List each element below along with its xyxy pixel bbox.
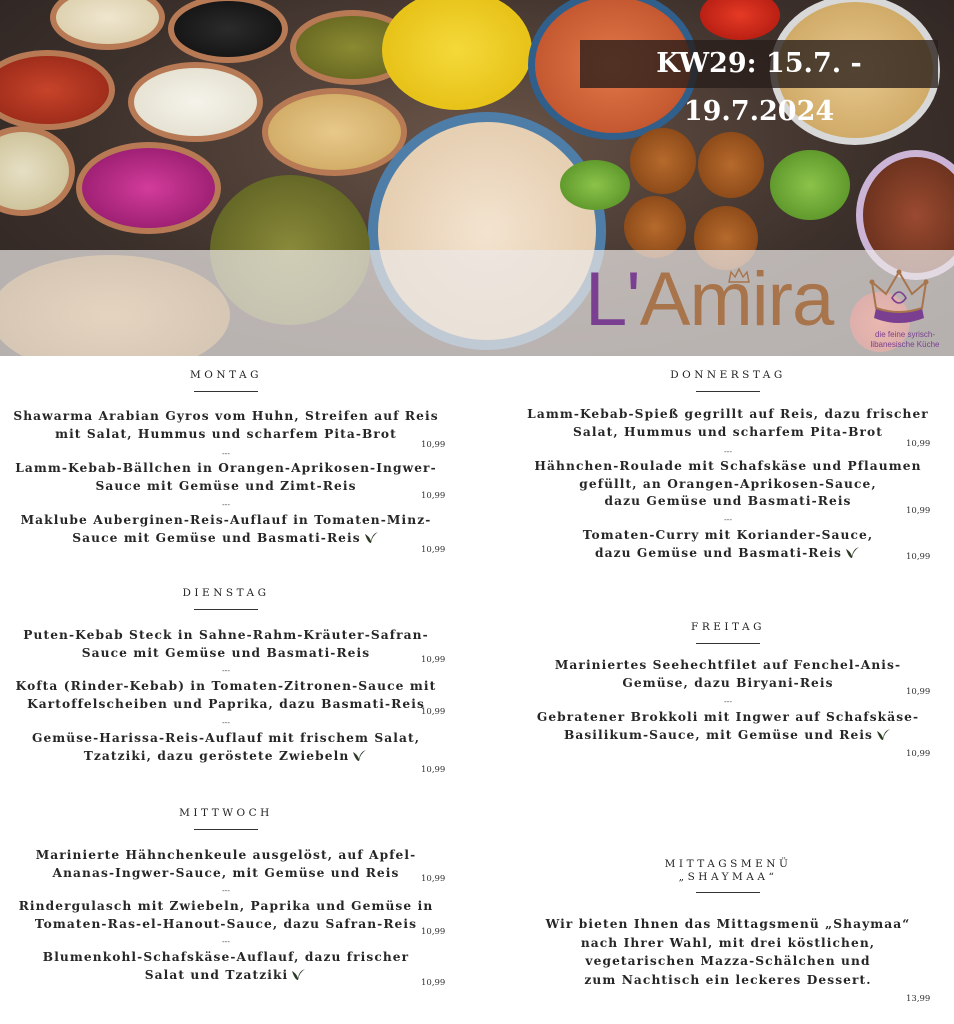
week-label: KW29: 15.7. - 19.7.2024	[580, 40, 938, 88]
dish-line: Puten-Kebab Steck in Sahne-Rahm-Kräuter-Safran-	[23, 628, 429, 642]
bowl-image	[50, 0, 165, 50]
vegetarian-leaf-icon	[875, 728, 892, 741]
falafel-image	[630, 128, 696, 194]
dish-line: Salat, Hummus und scharfem Pita-Brot	[572, 424, 884, 439]
dish-item	[10, 730, 442, 765]
dish-price: 10,99	[906, 506, 931, 516]
dish-line: Ananas-Ingwer-Sauce, mit Gemüse und Reis	[52, 865, 400, 880]
dish-price: 10,99	[421, 491, 446, 501]
divider	[194, 829, 258, 830]
dish-price: 10,99	[421, 545, 446, 555]
dish-line: gefüllt, an Orangen-Aprikosen-Sauce,	[579, 476, 877, 491]
dish-line: Marinierte Hähnchenkeule ausgelöst, auf Apfel-	[35, 848, 417, 862]
separator: ---	[723, 697, 733, 706]
dish-line: Tzatziki, dazu geröstete Zwiebeln	[83, 748, 350, 763]
dish-line: Basilikum-Sauce, mit Gemüse und Reis	[563, 727, 874, 742]
dish-price: 10,99	[421, 874, 446, 884]
day-heading-donnerstag	[628, 369, 828, 392]
dish-line: Kartoffelscheiben und Paprika, dazu Basmati-Reis	[27, 696, 425, 711]
dish-item	[510, 527, 946, 562]
day-title: MONTAG	[190, 369, 262, 381]
dish-price: 10,99	[421, 707, 446, 717]
dish-price: 10,99	[421, 765, 446, 775]
vegetarian-leaf-icon	[844, 546, 861, 559]
day-heading-freitag	[628, 621, 828, 644]
dish-item	[510, 406, 946, 441]
separator: ---	[723, 447, 733, 456]
dish-price: 10,99	[421, 978, 446, 988]
dish-line: Mariniertes Seehechtfilet auf Fenchel-Anis-	[554, 658, 902, 672]
separator: ---	[221, 449, 231, 458]
dish-item	[10, 949, 442, 984]
logo-text-amira: Amira	[639, 257, 834, 342]
special-line: zum Nachtisch ein leckeres Dessert.	[584, 972, 872, 987]
dish-price: 10,99	[421, 655, 446, 665]
separator: ---	[221, 718, 231, 727]
special-price: 13,99	[906, 994, 931, 1004]
dish-line: Tomaten-Ras-el-Hanout-Sauce, dazu Safran-Reis	[34, 916, 418, 931]
dish-line: Gemüse, dazu Biryani-Reis	[622, 675, 834, 690]
separator: ---	[723, 515, 733, 524]
vegetarian-leaf-icon	[363, 531, 380, 544]
salad-image	[560, 160, 630, 210]
tagline: die feine syrisch-libanesische Küche	[870, 330, 940, 349]
special-heading	[618, 858, 838, 893]
logo-text-l: L'	[585, 257, 640, 342]
divider	[194, 609, 258, 610]
bowl-image	[168, 0, 288, 63]
dish-price: 10,99	[906, 687, 931, 697]
dish-item	[10, 408, 442, 443]
dish-line: Gemüse-Harissa-Reis-Auflauf mit frischem Salat,	[31, 731, 421, 745]
dish-line: dazu Gemüse und Basmati-Reis	[604, 494, 852, 508]
day-title: FREITAG	[691, 621, 765, 633]
dish-price: 10,99	[906, 439, 931, 449]
day-heading-montag	[126, 369, 326, 392]
special-line: nach Ihrer Wahl, mit drei köstlichen,	[580, 935, 876, 950]
dish-price: 10,99	[906, 552, 931, 562]
hummus-image	[382, 0, 532, 110]
dish-line: Hähnchen-Roulade mit Schafskäse und Pflaumen	[534, 459, 922, 473]
dish-line: Salat und Tzatziki	[144, 967, 289, 982]
dish-item	[510, 709, 946, 744]
dish-item	[10, 898, 442, 933]
special-title: MITTAGSMENÜ	[664, 858, 792, 870]
dish-item	[10, 460, 442, 495]
dish-line: Lamm-Kebab-Bällchen in Orangen-Aprikosen-Ingwer-	[15, 461, 437, 475]
vegetarian-leaf-icon	[351, 749, 368, 762]
dish-price: 10,99	[421, 927, 446, 937]
falafel-image	[624, 196, 686, 258]
salad-image	[770, 150, 850, 220]
day-title: DIENSTAG	[182, 587, 270, 599]
dish-line: Gebratener Brokkoli mit Ingwer auf Schafskäse-	[536, 710, 920, 724]
pepper-image	[700, 0, 780, 40]
special-description	[510, 915, 946, 989]
dish-line: Rindergulasch mit Zwiebeln, Paprika und Gemüse in	[18, 899, 434, 913]
dish-item	[10, 512, 442, 547]
separator: ---	[221, 666, 231, 675]
falafel-image	[698, 132, 764, 198]
day-title: DONNERSTAG	[670, 369, 786, 381]
dish-price: 10,99	[906, 749, 931, 759]
dish-line: Maklube Auberginen-Reis-Auflauf in Tomaten-Minz-	[20, 513, 432, 527]
dish-price: 10,99	[421, 440, 446, 450]
bowl-image	[128, 62, 263, 142]
special-line: vegetarischen Mazza-Schälchen und	[585, 954, 871, 968]
dish-line: Lamm-Kebab-Spieß gegrillt auf Reis, dazu frischer	[527, 407, 929, 421]
dish-item	[510, 458, 946, 511]
dish-line: Blumenkohl-Schafskäse-Auflauf, dazu frischer	[42, 950, 410, 964]
separator: ---	[221, 886, 231, 895]
dish-line: Sauce mit Gemüse und Basmati-Reis	[72, 530, 361, 545]
hero-banner	[0, 0, 954, 356]
divider	[696, 391, 760, 392]
bowl-image	[76, 142, 221, 234]
dish-item	[10, 678, 442, 713]
day-title: MITTWOCH	[179, 807, 273, 819]
logo	[585, 258, 833, 342]
special-subtitle: „SHAYMAA“	[678, 871, 778, 883]
day-heading-mittwoch	[126, 807, 326, 830]
divider	[194, 391, 258, 392]
dish-line: dazu Gemüse und Basmati-Reis	[594, 545, 843, 560]
dish-line: Sauce mit Gemüse und Basmati-Reis	[81, 645, 371, 660]
separator: ---	[221, 937, 231, 946]
divider	[696, 892, 760, 893]
crown-icon	[728, 268, 750, 284]
dish-item	[10, 627, 442, 662]
bowl-image	[0, 126, 75, 216]
dish-item	[10, 847, 442, 882]
dish-line: mit Salat, Hummus und scharfem Pita-Brot	[55, 426, 397, 441]
special-line: Wir bieten Ihnen das Mittagsmenü „Shaymaa“	[545, 917, 911, 931]
separator: ---	[221, 500, 231, 509]
dish-line: Sauce mit Gemüse und Zimt-Reis	[95, 478, 357, 493]
dish-line: Shawarma Arabian Gyros vom Huhn, Streifen auf Reis	[13, 409, 439, 423]
crown-seal-icon	[864, 268, 934, 328]
bowl-image	[0, 50, 115, 130]
day-heading-dienstag	[126, 587, 326, 610]
bowl-image	[262, 88, 407, 176]
dish-item	[510, 657, 946, 692]
divider	[696, 643, 760, 644]
dish-line: Tomaten-Curry mit Koriander-Sauce,	[582, 528, 874, 542]
vegetarian-leaf-icon	[290, 968, 307, 981]
dish-line: Kofta (Rinder-Kebab) in Tomaten-Zitronen-Sauce mit	[15, 679, 437, 693]
